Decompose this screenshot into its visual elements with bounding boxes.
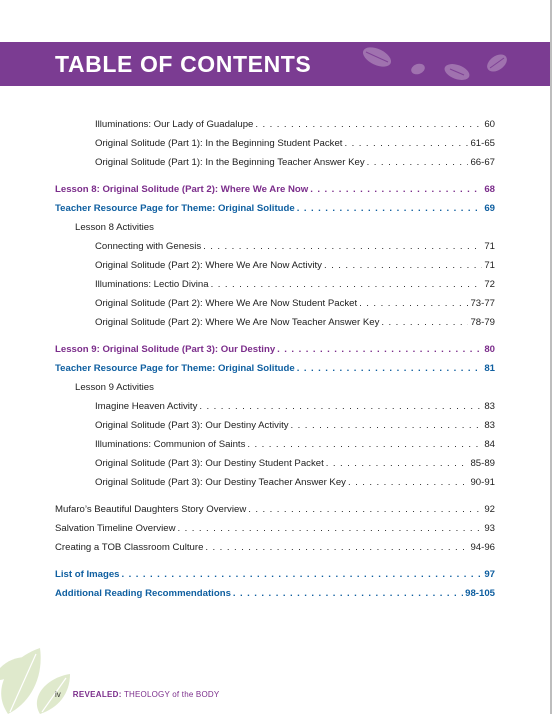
dot-leader: [348, 477, 468, 488]
toc-entry-title: Imagine Heaven Activity: [95, 401, 198, 412]
dot-leader: [297, 203, 483, 214]
toc-entry-title: Original Solitude (Part 3): Our Destiny Activity: [95, 420, 289, 431]
toc-entry[interactable]: [55, 363, 495, 382]
toc-page-number: 71: [484, 260, 495, 271]
toc-page-number: 98-105: [465, 588, 495, 599]
page-number: iv: [55, 690, 61, 699]
toc-page-number: 92: [484, 504, 495, 515]
dot-leader: [211, 279, 483, 290]
toc-entry-title: Original Solitude (Part 1): In the Beginning Teacher Answer Key: [95, 157, 365, 168]
toc-page-number: 94-96: [470, 542, 495, 553]
toc-page-number: 80: [484, 344, 495, 355]
toc-entry[interactable]: [55, 241, 495, 260]
toc-entry-title: Illuminations: Lectio Divina: [95, 279, 209, 290]
toc-entry[interactable]: [55, 477, 495, 496]
dot-leader: [203, 241, 482, 252]
toc-entry[interactable]: [55, 317, 495, 336]
toc-entry[interactable]: [55, 279, 495, 298]
toc-entry[interactable]: [55, 138, 495, 157]
toc-entry-title: Connecting with Genesis: [95, 241, 202, 252]
footer-subtitle: THEOLOGY of the BODY: [123, 690, 220, 699]
dot-leader: [297, 363, 483, 374]
dot-leader: [178, 523, 483, 534]
leaf-icon: [0, 628, 80, 714]
footer-brand: REVEALED:: [72, 690, 122, 699]
dot-leader: [310, 184, 482, 195]
toc-page-number: 73-77: [470, 298, 495, 309]
toc-entry[interactable]: [55, 439, 495, 458]
section-gap: [55, 336, 495, 344]
toc-entry-title: Mufaro’s Beautiful Daughters Story Overview: [55, 504, 247, 515]
toc-page-number: 66-67: [470, 157, 495, 168]
toc-page-number: 83: [484, 401, 495, 412]
leaf-icon: [410, 62, 427, 76]
dot-leader: [248, 504, 482, 515]
toc-entry-title: Lesson 9: Original Solitude (Part 3): Our Destiny: [55, 344, 276, 355]
dot-leader: [359, 298, 468, 309]
toc-entry-title: Lesson 8 Activities: [75, 222, 154, 233]
page-title: TABLE OF CONTENTS: [55, 51, 312, 77]
toc-entry-title: Original Solitude (Part 2): Where We Are Now Student Packet: [95, 298, 358, 309]
dot-leader: [255, 119, 482, 130]
dot-leader: [205, 542, 468, 553]
section-gap: [55, 561, 495, 569]
toc-page-number: 71: [484, 241, 495, 252]
toc-entry-title: Original Solitude (Part 2): Where We Are Now Activity: [95, 260, 322, 271]
toc-entry[interactable]: [55, 298, 495, 317]
toc-entry[interactable]: [55, 523, 495, 542]
dot-leader: [199, 401, 482, 412]
dot-leader: [233, 588, 463, 599]
toc-entry-title: Original Solitude (Part 2): Where We Are Now Teacher Answer Key: [95, 317, 380, 328]
toc-entry[interactable]: [55, 542, 495, 561]
toc-page-number: 90-91: [470, 477, 495, 488]
toc-entry[interactable]: [55, 260, 495, 279]
leaf-icon: [350, 42, 550, 86]
table-of-contents: [55, 119, 495, 607]
toc-entry-title: Additional Reading Recommendations: [55, 588, 231, 599]
toc-section-label: [55, 222, 495, 241]
toc-entry[interactable]: [55, 504, 495, 523]
toc-page-number: 69: [484, 203, 495, 214]
toc-entry-title: Illuminations: Our Lady of Guadalupe: [95, 119, 254, 130]
toc-entry-title: Lesson 8: Original Solitude (Part 2): Where We Are Now: [55, 184, 309, 195]
toc-page-number: 78-79: [470, 317, 495, 328]
dot-leader: [277, 344, 482, 355]
toc-entry[interactable]: [55, 588, 495, 607]
toc-page-number: 61-65: [470, 138, 495, 149]
toc-entry-title: Illuminations: Communion of Saints: [95, 439, 246, 450]
toc-entry[interactable]: [55, 420, 495, 439]
toc-entry[interactable]: [55, 458, 495, 477]
dot-leader: [122, 569, 483, 580]
toc-entry-title: Original Solitude (Part 3): Our Destiny Teacher Answer Key: [95, 477, 346, 488]
toc-entry-title: List of Images: [55, 569, 120, 580]
toc-entry[interactable]: [55, 119, 495, 138]
dot-leader: [247, 439, 482, 450]
toc-entry[interactable]: [55, 344, 495, 363]
page-footer: [55, 690, 219, 699]
section-gap: [55, 496, 495, 504]
toc-page-number: 97: [484, 569, 495, 580]
toc-page-number: 72: [484, 279, 495, 290]
toc-entry-title: Teacher Resource Page for Theme: Original Solitude: [55, 203, 295, 214]
toc-page-number: 60: [484, 119, 495, 130]
toc-entry-title: Original Solitude (Part 3): Our Destiny Student Packet: [95, 458, 324, 469]
toc-page-number: 68: [484, 184, 495, 195]
toc-page-number: 93: [484, 523, 495, 534]
toc-entry-title: Teacher Resource Page for Theme: Original Solitude: [55, 363, 295, 374]
toc-entry[interactable]: [55, 184, 495, 203]
dot-leader: [381, 317, 468, 328]
toc-page-number: 84: [484, 439, 495, 450]
header-band: [0, 42, 550, 86]
toc-page-number: 81: [484, 363, 495, 374]
dot-leader: [344, 138, 468, 149]
dot-leader: [367, 157, 469, 168]
toc-section-label: [55, 382, 495, 401]
toc-entry[interactable]: [55, 569, 495, 588]
toc-entry[interactable]: [55, 401, 495, 420]
toc-entry-title: Lesson 9 Activities: [75, 382, 154, 393]
toc-page-number: 85-89: [470, 458, 495, 469]
dot-leader: [326, 458, 469, 469]
toc-entry-title: Creating a TOB Classroom Culture: [55, 542, 204, 553]
dot-leader: [291, 420, 483, 431]
toc-page-number: 83: [484, 420, 495, 431]
toc-entry-title: Salvation Timeline Overview: [55, 523, 176, 534]
toc-entry-title: Original Solitude (Part 1): In the Beginning Student Packet: [95, 138, 343, 149]
toc-entry[interactable]: [55, 157, 495, 176]
toc-entry[interactable]: [55, 203, 495, 222]
section-gap: [55, 176, 495, 184]
dot-leader: [324, 260, 482, 271]
